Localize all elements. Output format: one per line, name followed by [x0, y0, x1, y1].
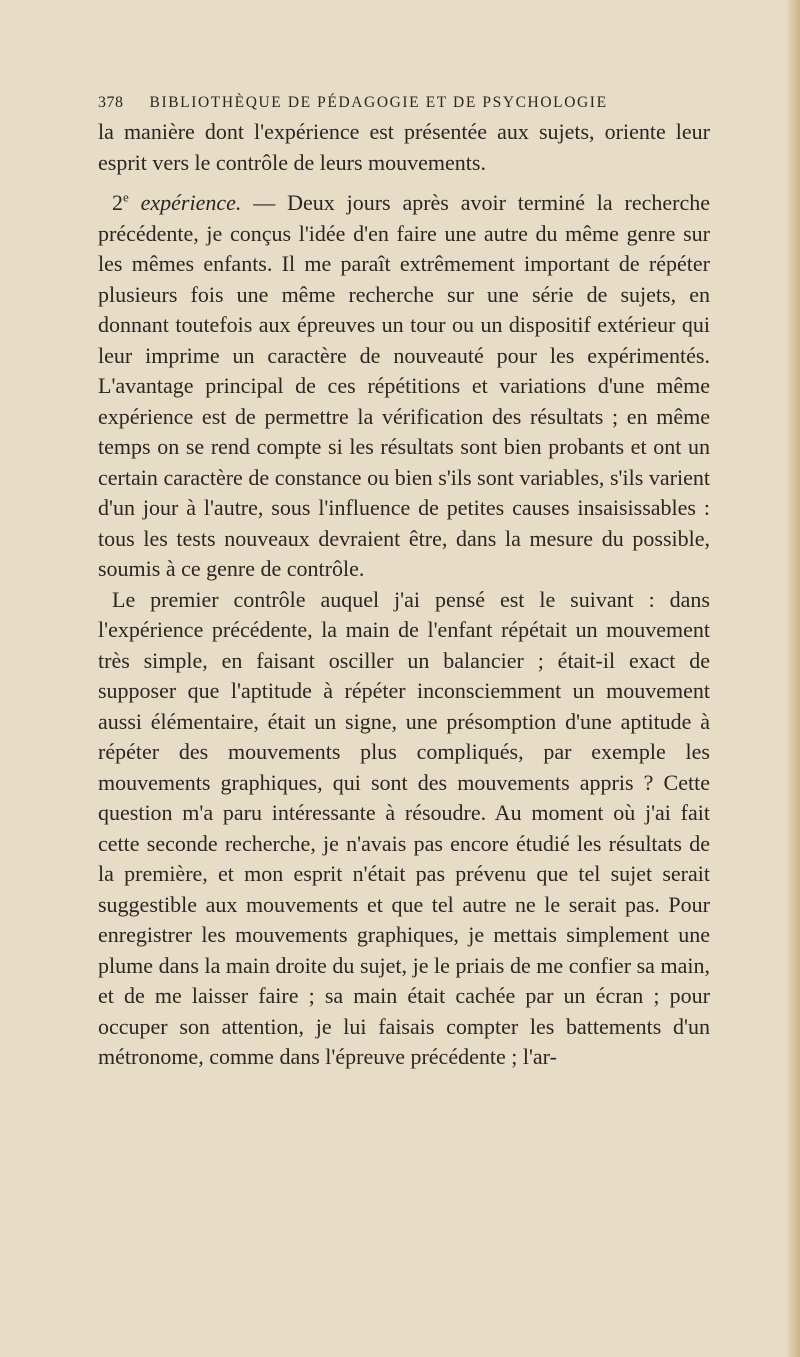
page-number: 378	[98, 94, 124, 111]
paragraph-3: Le premier contrôle auquel j'ai pensé est le suivant : dans l'expérience précédente, la main de l'enfant répétait un mouvement très simple, en faisant osciller un balancier ; était-il exact de supposer que l'aptitude à répéter inconsciemment un mouvement aussi élémentaire, était un signe, une présomption d'une aptitude à répéter des mouvements plus compliqués, par exemple les mouvements graphiques, qui sont des mouvements appris ? Cette question m'a paru intéressante à résoudre. Au moment où j'ai fait cette seconde recherche, je n'avais pas encore étudié les résultats de la première, et mon esprit n'était pas prévenu que tel sujet serait suggestible aux mouvements et que tel autre ne le serait pas. Pour enregistrer les mouvements graphiques, je mettais simplement une plume dans la main droite du sujet, je le priais de me confier sa main, et de me laisser faire ; sa main était cachée par un écran ; pour occuper son attention, je lui faisais compter les battements d'un métronome, comme dans l'épreuve précédente ; l'ar-	[98, 586, 710, 1069]
paragraph-2	[98, 188, 710, 585]
page-edge-shadow	[786, 0, 800, 1357]
paragraph-2-text: — Deux jours après avoir terminé la recherche précédente, je conçus l'idée d'en faire une autre du même genre sur les mêmes enfants. Il me paraît extrêmement important de répéter plusieurs fois une même recherche sur une série de sujets, en donnant toutefois aux épreuves un tour ou un dispositif extérieur qui leur imprime un caractère de nouveauté pour les expérimentés. L'avantage principal de ces répétitions et variations d'une même expérience est de permettre la vérification des résultats ; en même temps on se rend compte si les résultats sont bien probants et ont un certain caractère de constance ou bien s'ils sont variables, s'ils varient d'un jour à l'autre, sous l'influence de petites causes insaisissables : tous les tests nouveaux devraient être, dans la mesure du possible, soumis à ce genre de contrôle.	[98, 190, 711, 581]
paragraph-1: la manière dont l'expérience est présentée aux sujets, oriente leur esprit vers le contrôle de leurs mouvements.	[98, 119, 710, 175]
body-text	[98, 117, 710, 1073]
experiment-ordinal-suffix: e	[123, 189, 129, 205]
running-header	[98, 94, 718, 112]
running-title: BIBLIOTHÈQUE DE PÉDAGOGIE ET DE PSYCHOLOGIE	[149, 94, 608, 111]
experiment-title: expérience.	[140, 190, 242, 215]
experiment-number: 2	[112, 190, 123, 215]
